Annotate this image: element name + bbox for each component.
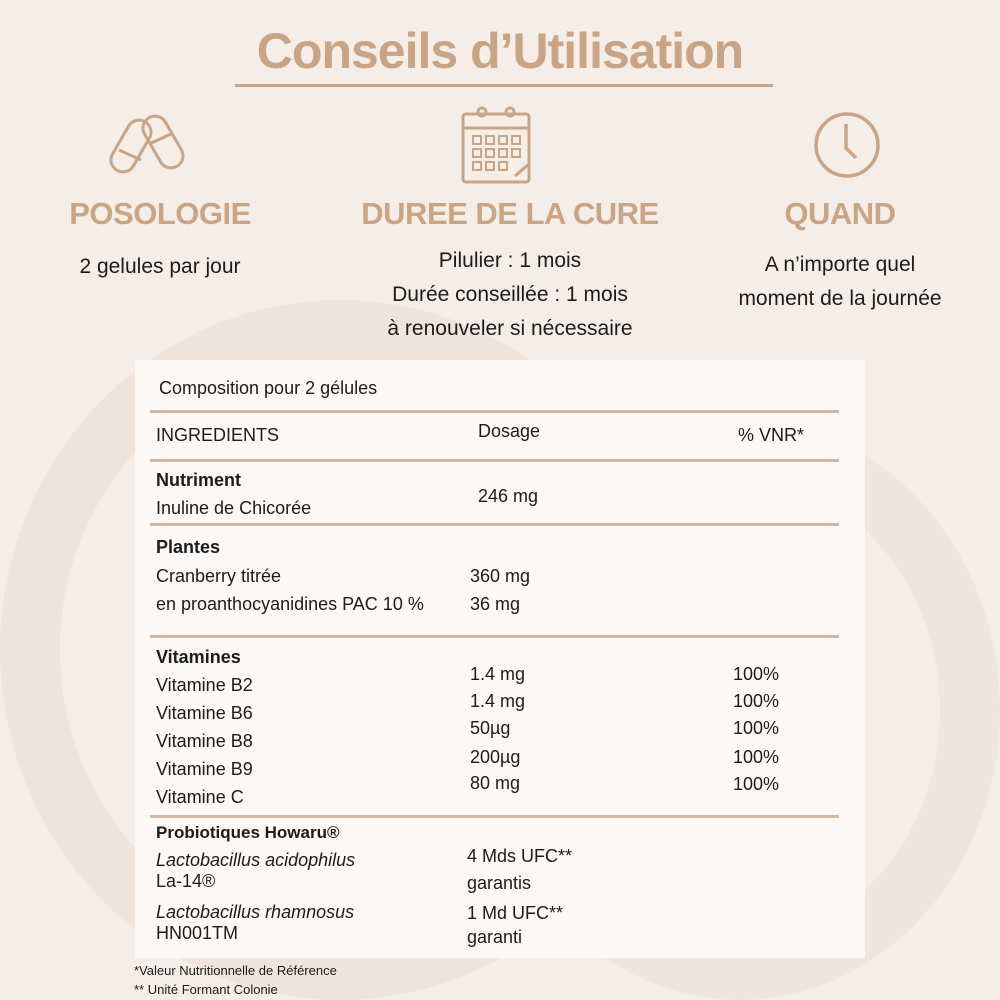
ingredient-dose: 1.4 mg [470,664,526,684]
ingredient-name: Lactobacillus acidophilus [156,850,356,870]
ingredient-strain: HN001TM [156,923,239,943]
calendar-icon [460,106,534,186]
ingredient-name: Inuline de Chicorée [156,498,312,518]
ingredient-name: Vitamine B8 [156,731,253,751]
ingredient-name: Lactobacillus rhamnosus [156,902,355,922]
ingredient-dose: 200µg [470,747,521,767]
section-text: à renouveler si nécessaire [387,317,633,340]
section-text: Pilulier : 1 mois [438,249,582,272]
ingredient-dose-note: garanti [467,927,523,947]
page-title: Conseils d’Utilisation [256,23,744,79]
section-quand [680,196,1000,316]
ingredient-name: Cranberry titrée [156,566,282,586]
ingredient-name: en proanthocyanidines PAC 10 % [156,594,424,614]
divider [150,410,839,413]
footnote: *Valeur Nutritionnelle de Référence [134,963,337,978]
section-text: A n’importe quel [764,253,916,276]
ingredient-vnr: 100% [733,747,780,767]
title-underline [235,84,773,87]
header-dosage: Dosage [478,421,541,441]
ingredient-name: Vitamine B6 [156,703,253,723]
section-posologie [0,196,320,284]
ingredient-dose: 360 mg [470,566,531,586]
ingredient-dose: 80 mg [470,773,521,793]
ingredient-dose: 1 Md UFC** [467,903,564,923]
ingredient-dose: 1.4 mg [470,691,526,711]
group-title: Nutriment [156,470,241,490]
ingredient-vnr: 100% [733,664,780,684]
ingredient-dose: 50µg [470,718,511,738]
section-heading: QUAND [784,196,896,231]
ingredient-dose-note: garantis [467,873,532,893]
section-text: 2 gelules par jour [79,255,241,278]
divider [150,635,839,638]
header-ingredients: INGREDIENTS [156,425,280,445]
ingredient-vnr: 100% [733,691,780,711]
section-text: moment de la journée [738,287,942,310]
group-title: Probiotiques Howaru® [156,823,340,842]
ingredient-name: Vitamine B9 [156,759,253,779]
section-heading: POSOLOGIE [69,196,251,231]
ingredient-name: Vitamine C [156,787,244,807]
header-vnr: % VNR* [738,425,805,445]
ingredient-dose: 4 Mds UFC** [467,846,573,866]
ingredient-strain: La-14® [156,871,216,891]
divider [150,459,839,462]
table-caption: Composition pour 2 gélules [159,378,378,398]
footnote: ** Unité Formant Colonie [134,982,278,997]
group-title: Plantes [156,537,221,557]
ingredient-vnr: 100% [733,774,780,794]
clock-icon [812,110,882,180]
ingredient-vnr: 100% [733,718,780,738]
ingredient-dose: 246 mg [478,486,539,506]
capsules-icon [105,110,190,180]
ingredient-dose: 36 mg [470,594,521,614]
divider [150,523,839,526]
divider [150,815,839,818]
ingredient-name: Vitamine B2 [156,675,253,695]
group-title: Vitamines [156,647,241,667]
section-heading: DUREE DE LA CURE [361,196,659,231]
section-text: Durée conseillée : 1 mois [392,283,628,306]
section-duree [345,196,675,346]
